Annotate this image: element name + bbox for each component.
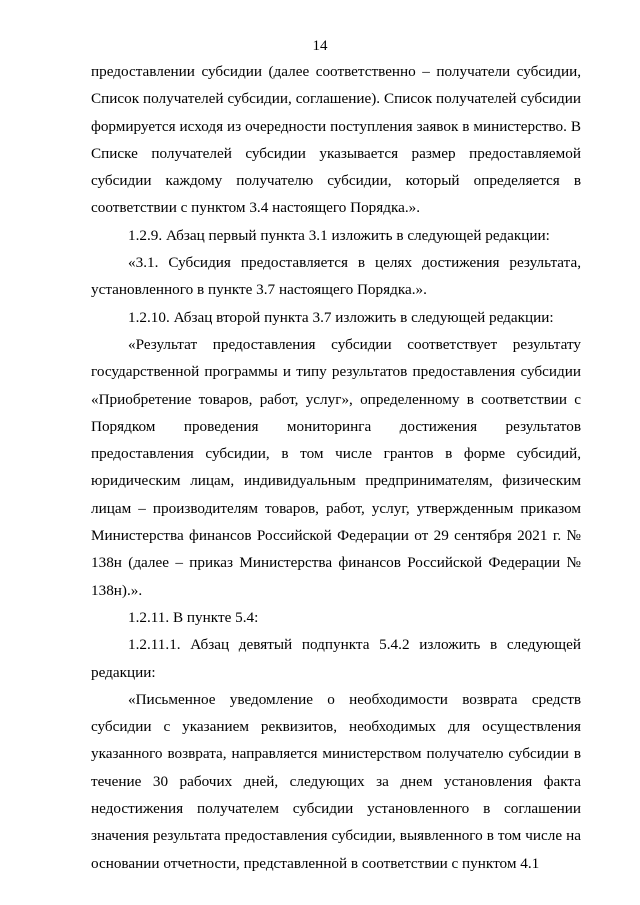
page-number: 14 <box>312 38 328 54</box>
paragraph-quote-result: «Результат предоставления субсидии соответствует результату государственной программы и типу результатов предоставления субсидии «Приобретение товаров, работ, услуг», определенному в соответствии с Порядком проведения мониторинга достижения результатов предоставления субсидии, в том числе грантов в форме субсидий, юридическим лицам, индивидуальным предпринимателям, физическим лицам – производителям товаров, работ, услуг, утвержденным приказом Министерства финансов Российской Федерации от 29 сентября 2021 г. № 138н (далее – приказ Министерства финансов Российской Федерации № 138н).». <box>91 335 581 599</box>
paragraph-item-1-2-11-1: 1.2.11.1. Абзац девятый подпункта 5.4.2 изложить в следующей редакции: <box>91 636 581 681</box>
paragraph-quote-3-1: «3.1. Субсидия предоставляется в целях достижения результата, установленного в пункте 3.7 настоящего Порядка.». <box>91 254 581 299</box>
paragraph-quote-notification: «Письменное уведомление о необходимости возврата средств субсидии с указанием реквизитов, необходимых для осуществления указанного возврата, направляется министерством получателю субсидии в течение 30 рабочих дней, следующих за днем установления факта недостижения получателем субсидии установленного в соглашении значения результата предоставления субсидии, выявленного в том числе на основании отчетности, представленной в соответствии с пунктом 4.1 <box>91 690 581 872</box>
paragraph-continuation: предоставлении субсидии (далее соответственно – получатели субсидии, Список получателей субсидии, соглашение). Список получателей субсидии формируется исходя из очередности поступления заявок в министерство. В Списке получателей субсидии указывается размер предоставляемой субсидии каждому получателю субсидии, который определяется в соответствии с пунктом 3.4 настоящего Порядка.». <box>91 63 581 217</box>
paragraph-item-1-2-10: 1.2.10. Абзац второй пункта 3.7 изложить в следующей редакции: <box>128 308 554 326</box>
paragraph-item-1-2-11: 1.2.11. В пункте 5.4: <box>128 608 259 626</box>
paragraph-item-1-2-9: 1.2.9. Абзац первый пункта 3.1 изложить в следующей редакции: <box>128 226 550 244</box>
document-body <box>91 58 581 877</box>
